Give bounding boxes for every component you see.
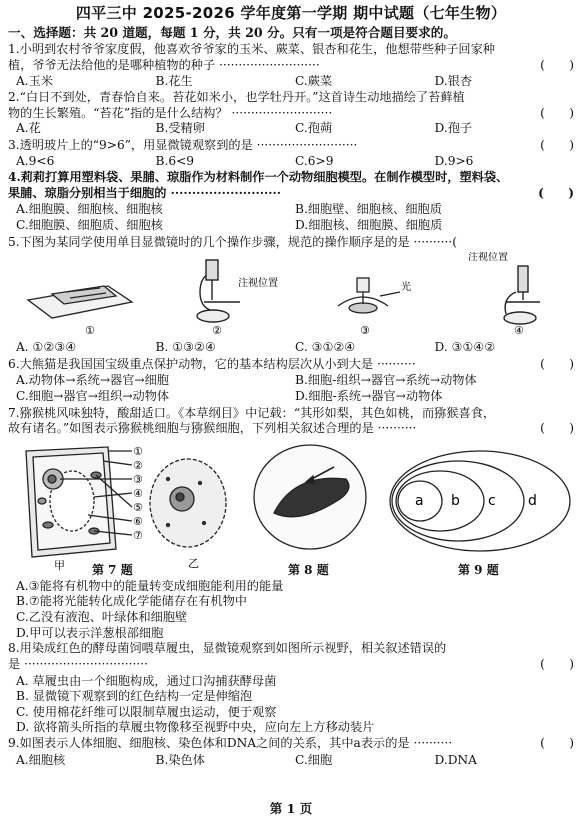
- question-4: [8, 170, 574, 201]
- label-num-4: ④: [133, 486, 143, 500]
- option-c: C.细胞→器官→组织→动物体: [16, 389, 170, 404]
- question-3-stem: 3.透明玻片上的“9>6”，用显微镜观察到的是 ··························: [8, 137, 358, 152]
- label-num-5: ⑤: [133, 500, 143, 514]
- plant-cell-jia-drawing: [26, 447, 132, 557]
- option-a: A. 草履虫由一个细胞构成，通过口沟捕获酵母菌: [16, 673, 277, 688]
- option-d: D.银杏: [434, 73, 473, 88]
- answer-paren: ( ): [540, 356, 574, 371]
- answer-paren: ( ): [540, 656, 574, 671]
- option-c: C. 使用棉花纤维可以限制草履虫运动，便于观察: [16, 704, 277, 719]
- question-4-stem-line1: 4.莉莉打算用塑料袋、果脯、琼脂作为材料制作一个动物细胞模型。在制作模型时，塑料袋、: [8, 170, 509, 185]
- question-4-stem-line2: 果脯、琼脂分别相当于细胞的 ··························: [8, 185, 281, 200]
- question-1: [8, 42, 574, 89]
- question-2-stem-line1: 2.“白日不到处，青春恰自来。苔花如米小，也学牡丹开。”这首诗生动地描绘了苔藓植: [8, 90, 465, 105]
- question-6: [8, 357, 574, 373]
- option-b: B.受精卵: [155, 121, 205, 136]
- label-num-7: ⑦: [133, 528, 143, 542]
- option-b: B. 显微镜下观察到的红色结构一定是伸缩泡: [16, 689, 253, 704]
- option-b: B.6<9: [155, 153, 195, 168]
- question-9-options: [8, 753, 574, 769]
- paramecium-view-drawing: [254, 445, 366, 549]
- step-2-number: ②: [212, 324, 222, 338]
- question-4-options: [8, 202, 574, 233]
- option-d: D.甲可以表示洋葱根部细胞: [16, 625, 164, 640]
- microscope-steps-drawing: [8, 252, 574, 338]
- page-title: 四平三中 2025-2026 学年度第一学期 期中试题（七年生物）: [75, 4, 507, 22]
- step-2-microscope-drawing: [197, 260, 240, 322]
- option-c: C.6>9: [295, 153, 334, 168]
- option-d: D.DNA: [434, 752, 477, 767]
- cell-jia-label: 甲: [54, 558, 65, 572]
- option-c: C. ③①②④: [295, 340, 356, 355]
- circle-label-d: d: [528, 492, 537, 509]
- step-3-mirror-drawing: [338, 278, 400, 313]
- question-7-options: [8, 579, 574, 641]
- question-8-options: [8, 674, 574, 736]
- step-4-number: ④: [514, 324, 524, 338]
- question-1-stem-line2: 植，爷爷无法给他的是哪种植物的种子 ··························: [8, 57, 320, 72]
- answer-paren: ( ): [540, 421, 574, 436]
- label-num-1: ①: [133, 444, 143, 458]
- question-7-stem-line1: 7.猕猴桃风味独特，酸甜适口。《本草纲目》中记载：“其形如梨，其色如桃，而猕猴喜食，: [8, 405, 496, 420]
- option-a: A.花: [16, 121, 41, 136]
- step-1-number: ①: [85, 324, 95, 338]
- question-8-stem-line1: 8.用染成红色的酵母菌饲喂草履虫，显微镜观察到如图所示视野，相关叙述错误的: [8, 641, 447, 656]
- question-2-stem-line2: 物的生长繁殖。“苔花”指的是什么结构？ ··························: [8, 105, 333, 120]
- animal-cell-yi-drawing: [150, 459, 226, 547]
- question-9: [8, 736, 574, 752]
- option-b: B.⑦能将光能转化成化学能储存在有机物中: [16, 594, 247, 609]
- step-4-microscope-drawing: [504, 266, 540, 324]
- label-num-3: ③: [133, 472, 143, 486]
- option-b: B.花生: [155, 73, 193, 88]
- step-3-number: ③: [360, 324, 370, 338]
- question-9-stem: 9.如图表示人体细胞、细胞核、染色体和DNA之间的关系，其中a表示的是 ··········: [8, 735, 453, 750]
- circle-label-a: a: [415, 492, 424, 509]
- option-a: A.细胞膜、细胞核、细胞核: [16, 202, 163, 217]
- question-5: [8, 235, 574, 251]
- figure-8-caption: 第 8 题: [288, 562, 329, 577]
- exam-page: [8, 4, 574, 819]
- question-7-stem-line2: 故有诸名。”如图表示猕猴桃细胞与猕猴细胞，下列相关叙述合理的是 ··········: [8, 421, 417, 436]
- option-d: D. ③①④②: [434, 340, 496, 355]
- microscope-steps-figure: [8, 252, 574, 338]
- cell-yi-label: 乙: [188, 556, 199, 570]
- option-a: A.细胞核: [16, 752, 66, 767]
- label-num-6: ⑥: [133, 514, 143, 528]
- option-b: B.细胞-组织→器官→系统→动物体: [295, 373, 477, 388]
- page-number: 第 1 页: [269, 801, 313, 816]
- question-6-options: [8, 373, 574, 404]
- question-8: [8, 641, 574, 672]
- step-1-slide-drawing: [28, 286, 132, 318]
- circle-label-b: b: [451, 492, 460, 509]
- figures-row: [8, 439, 574, 579]
- figure-7-caption: 第 7 题: [92, 562, 133, 577]
- option-b: B.细胞壁、细胞核、细胞质: [295, 202, 442, 217]
- circle-label-c: c: [488, 492, 496, 509]
- answer-paren: ( ): [540, 735, 574, 750]
- option-a: A.玉米: [16, 73, 54, 88]
- question-1-stem-line1: 1.小明到农村爷爷家度假，他喜欢爷爷家的玉米、蕨菜、银杏和花生，他想带些种子回家种: [8, 42, 495, 57]
- figure-9-caption: 第 9 题: [458, 562, 499, 577]
- option-c: C.细胞膜、细胞质、细胞核: [16, 218, 163, 232]
- option-c: C.孢蒴: [295, 121, 333, 136]
- answer-paren: ( ): [540, 105, 574, 120]
- question-2: [8, 90, 574, 137]
- option-d: D.9>6: [434, 153, 474, 168]
- label-num-2: ②: [133, 458, 143, 472]
- option-c: C.乙没有液泡、叶绿体和细胞壁: [16, 610, 188, 625]
- section-heading: 一、选择题：共 20 道题，每题 1 分，共 20 分。只有一项是符合题目要求的。: [8, 25, 456, 41]
- option-c: C.蕨菜: [295, 73, 333, 88]
- question-6-stem: 6.大熊猫是我国国宝级重点保护动物，它的基本结构层次从小到大是 ··········: [8, 356, 416, 371]
- option-b: B. ①③②④: [155, 340, 216, 355]
- light-label: 光: [401, 282, 411, 294]
- option-d: D. 欲将箭头所指的草履虫物像移至视野中央，应向左上方移动装片: [16, 720, 375, 735]
- answer-paren: ( ): [538, 185, 574, 200]
- option-d: D.细胞核、细胞膜、细胞质: [295, 218, 443, 232]
- option-a: A.③能将有机物中的能量转变成细胞能利用的能量: [16, 578, 284, 593]
- question-7: [8, 406, 574, 437]
- option-d: D.孢子: [434, 121, 473, 136]
- answer-paren: ( ): [540, 57, 574, 72]
- option-a: A.动物体→系统→器官→细胞: [16, 373, 169, 388]
- watch-label-1: 注视位置: [238, 278, 278, 290]
- option-c: C.细胞: [295, 752, 333, 767]
- option-b: B.染色体: [155, 752, 205, 767]
- question-3: [8, 138, 574, 169]
- option-a: A.9<6: [16, 153, 55, 168]
- question-5-options: [8, 340, 574, 356]
- option-d: D.细胞-系统→器官→动物体: [295, 389, 443, 404]
- watch-label-2: 注视位置: [468, 252, 508, 264]
- answer-paren: ( ): [540, 137, 574, 152]
- question-5-stem: 5.下图为某同学使用单目显微镜时的几个操作步骤，规范的操作顺序是的是 ··········(: [8, 234, 457, 249]
- figures-drawing: [8, 439, 574, 579]
- option-a: A. ①②③④: [16, 340, 77, 355]
- question-8-stem-line2: 是 ································: [8, 656, 149, 671]
